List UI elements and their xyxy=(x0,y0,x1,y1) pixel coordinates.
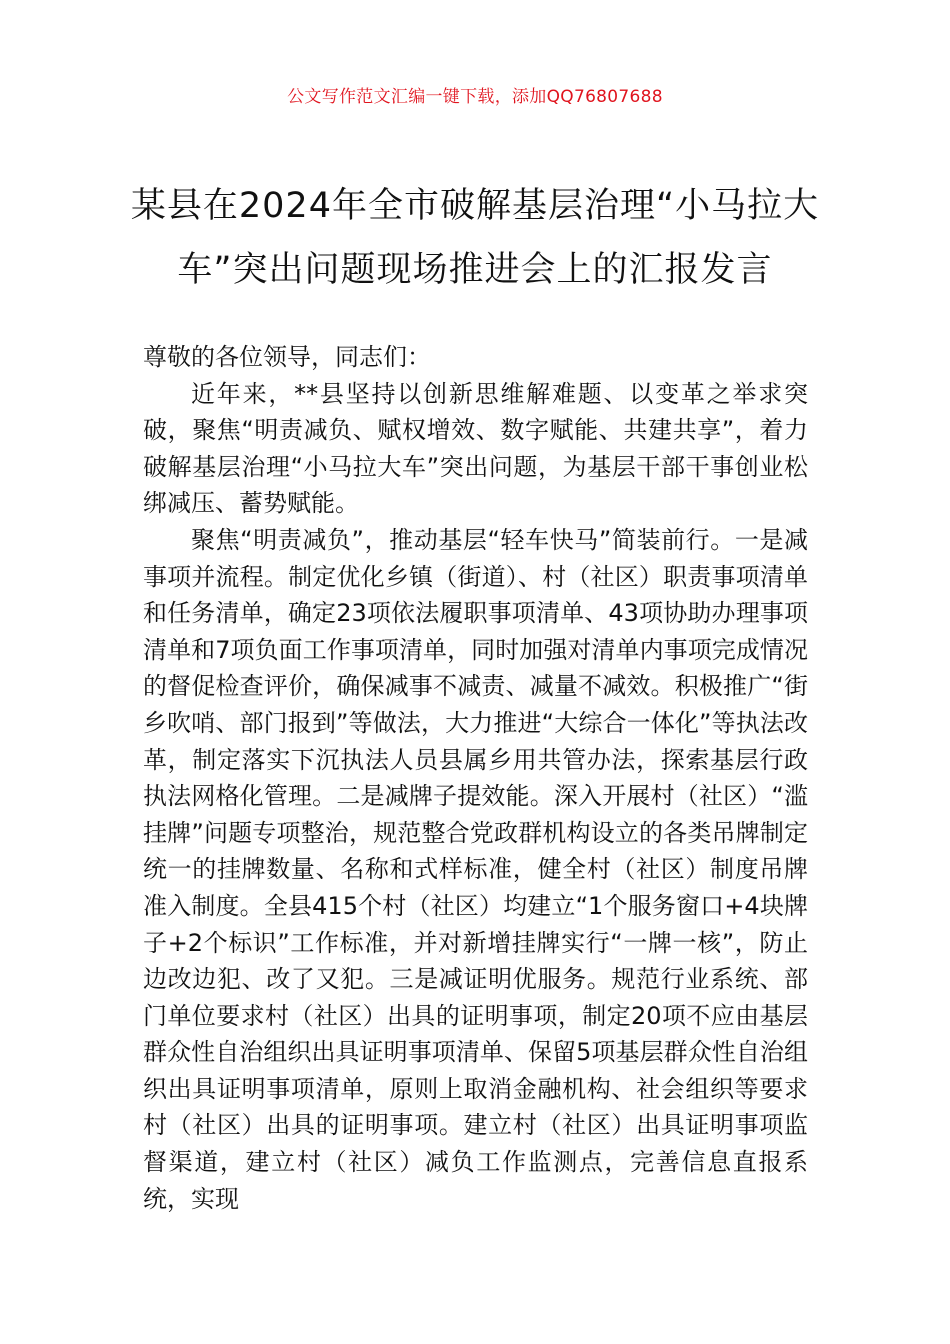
salutation: 尊敬的各位领导，同志们： xyxy=(143,343,431,371)
paragraph-reduce-burden: 聚焦“明责减负”，推动基层“轻车快马”简装前行。一是减事项并流程。制定优化乡镇（街道）、村（社区）职责事项清单和任务清单，确定23项依法履职事项清单、43项协助办理事项清单和7项负面工作事项清单，同时加强对清单内事项完成情况的督促检查评价，确保减事不减责、减量不减效。积极推广“街乡吹哨、部门报到”等做法，大力推进“大综合一体化”等执法改革，制定落实下沉执法人员县属乡用共管办法，探索基层行政执法网格化管理。二是减牌子提效能。深入开展村（社区）“滥挂牌”问题专项整治，规范整合党政群机构设立的各类吊牌制定统一的挂牌数量、名称和式样标准，健全村（社区）制度吊牌准入制度。全县415个村（社区）均建立“1个服务窗口+4块牌子+2个标识”工作标准，并对新增挂牌实行“一牌一核”，防止边改边犯、改了又犯。三是减证明优服务。规范行业系统、部门单位要求村（社区）出具的证明事项，制定20项不应由基层群众性自治组织出具证明事项清单、保留5项基层群众性自治组织出具证明事项清单，原则上取消金融机构、社会组织等要求村（社区）出具的证明事项。建立村（社区）出具证明事项监督渠道，建立村（社区）减负工作监测点，完善信息直报系统，实现 xyxy=(143,525,808,1213)
promo-banner[interactable]: 公文写作范文汇编一键下载，添加QQ76807688 xyxy=(287,87,663,107)
document-title: 某县在2024年全市破解基层治理“小马拉大车”突出问题现场推进会上的汇报发言 xyxy=(130,186,820,290)
document-body xyxy=(143,339,808,1217)
paragraph-intro: 近年来，**县坚持以创新思维解难题、以变革之举求突破，聚焦“明责减负、赋权增效、数字赋能、共建共享”，着力破解基层治理“小马拉大车”突出问题，为基层干部干事创业松绑减压、蓄势赋能。 xyxy=(143,379,808,518)
